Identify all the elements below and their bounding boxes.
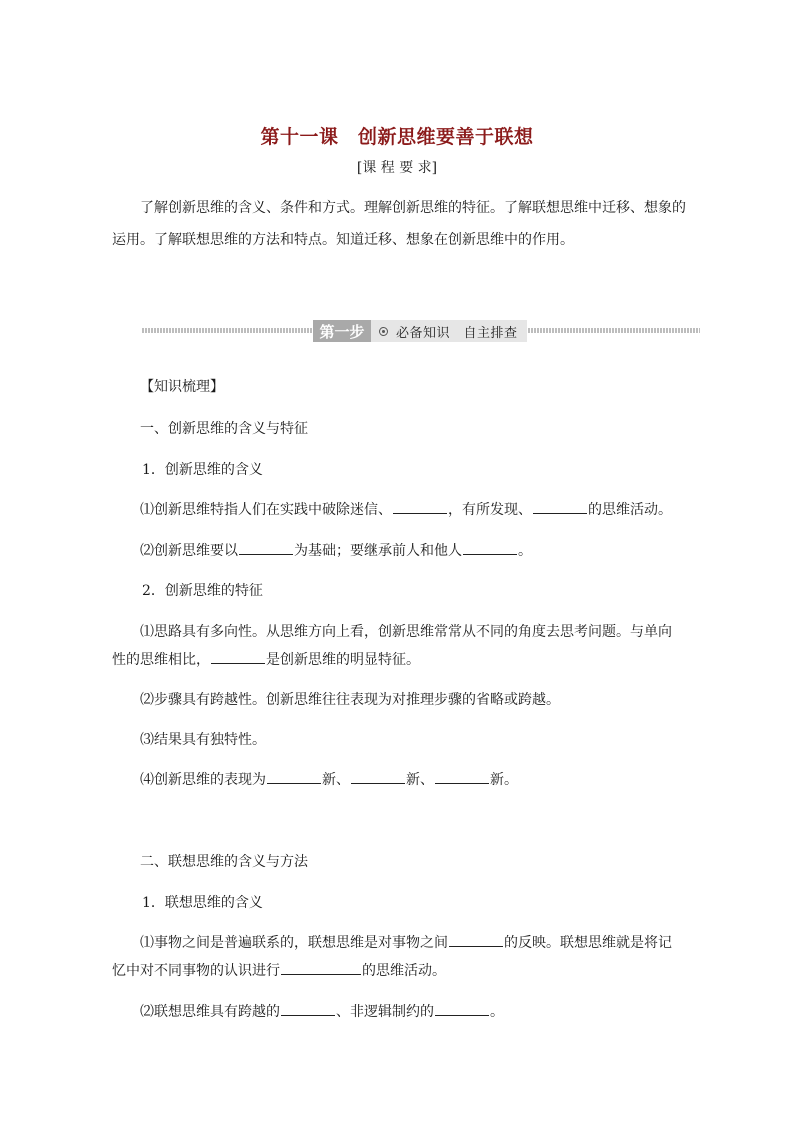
paragraph-1-3-line-2: 性的思维相比， 是创新思维的明显特征。: [112, 649, 420, 669]
course-requirements-text: 了解创新思维的含义、条件和方式。理解创新思维的特征。了解联想思维中迁移、想象的运用。了解联想思维的方法和特点。知道迁移、想象在创新思维中的作用。: [112, 200, 686, 248]
course-requirements-heading: [课 程 要 求]: [356, 160, 438, 176]
fill-in-blank[interactable]: [393, 499, 447, 514]
section-label: 【知识梳理】: [140, 379, 224, 395]
fill-in-blank[interactable]: [239, 540, 293, 555]
banner-divider-right: [528, 328, 700, 333]
paragraph-1-4: ⑵步骤具有跨越性。创新思维往往表现为对推理步骤的省略或跨越。: [140, 692, 560, 708]
paragraph-1-5: ⑶结果具有独特性。: [140, 732, 266, 748]
fill-in-blank[interactable]: [267, 769, 321, 784]
target-icon: [379, 327, 388, 336]
fill-in-blank[interactable]: [435, 769, 489, 784]
fill-in-blank[interactable]: [211, 649, 265, 664]
fill-in-blank[interactable]: [533, 499, 587, 514]
paragraph-2-1-line-2: 忆中对不同事物的认识进行 的思维活动。: [112, 960, 446, 980]
banner-text: 必备知识 自主排查: [396, 325, 518, 341]
paragraph-1-3-line-1: ⑴思路具有多向性。从思维方向上看，创新思维常常从不同的角度去思考问题。与单向: [140, 624, 672, 640]
fill-in-blank[interactable]: [435, 1001, 489, 1016]
paragraph-2-2: ⑵联想思维具有跨越的 、非逻辑制约的 。: [140, 1001, 504, 1021]
section-heading-1: 一、创新思维的含义与特征: [140, 421, 308, 437]
fill-in-blank[interactable]: [463, 540, 517, 555]
fill-in-blank[interactable]: [351, 769, 405, 784]
fill-in-blank[interactable]: [281, 1001, 335, 1016]
section-heading-2: 二、联想思维的含义与方法: [140, 854, 308, 870]
banner-divider-left: [142, 328, 312, 333]
subheading-1-1: 1．创新思维的含义: [142, 462, 263, 478]
paragraph-2-1-line-1: ⑴事物之间是普遍联系的，联想思维是对事物之间 的反映。联想思维就是将记: [140, 932, 672, 952]
fill-in-blank[interactable]: [449, 932, 503, 947]
paragraph-1-1: ⑴创新思维特指人们在实践中破除迷信、 ，有所发现、 的思维活动。: [140, 499, 672, 519]
page-title: 第十一课 创新思维要善于联想: [260, 126, 534, 148]
paragraph-1-2: ⑵创新思维要以 为基础；要继承前人和他人 。: [140, 540, 532, 560]
fill-in-blank[interactable]: [281, 960, 361, 975]
step-banner: [313, 320, 527, 342]
subheading-2-1: 1．联想思维的含义: [142, 895, 263, 911]
step-label: 第一步: [313, 320, 371, 342]
subheading-1-2: 2．创新思维的特征: [142, 583, 263, 599]
paragraph-1-6: ⑷创新思维的表现为 新、 新、 新。: [140, 769, 518, 789]
